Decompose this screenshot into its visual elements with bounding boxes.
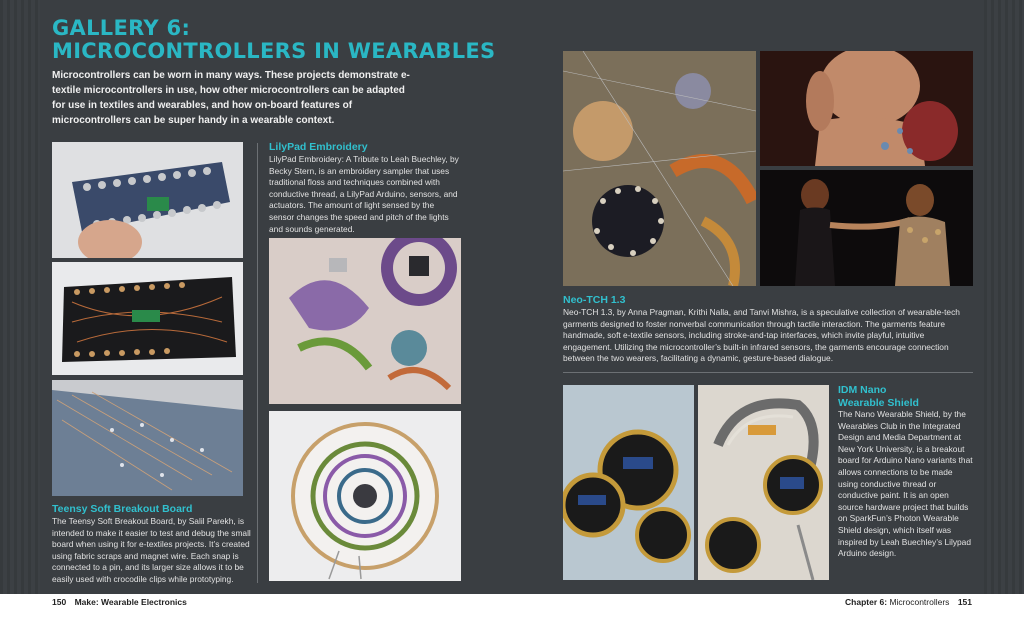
left-page-number: 150 [52, 597, 67, 607]
footer-right [845, 597, 972, 607]
section-divider [563, 372, 973, 373]
lilypad-caption: LilyPad Embroidery: A Tribute to Leah Buechley, by Becky Stern, is an embroidery sampler that uses traditional floss and techniques combined with conductive thread, a LilyPad Arduino, sensors, and actuators. The amount of light sensed by the sensor changes the speed and pitch of the lights and sounds generated. [269, 154, 459, 234]
neo-caption: Neo-TCH 1.3, by Anna Pragman, Krithi Nalla, and Tanvi Mishra, is a speculative collection of wearable-tech garments designed to foster nonverbal communication through tactile interaction. The garments feature handmade, soft e-textile sensors, including stroke-and-tap interfaces, which invite playful, intuitive engagement. Utilizing the microcontroller’s built-in infrared sensors, the garments encourage connection between the two wearers, facilitating a dynamic, gesture-based dialogue. [563, 307, 960, 364]
idm-heading-line-1: IDM Nano [838, 384, 887, 396]
lilypad-photo-hoop [269, 411, 461, 581]
teensy-caption: The Teensy Soft Breakout Board, by Salil Parekh, is intended to make it easier to test and debug the small board when using it for e-textiles projects. It’s created using fabric scraps and magnet wire. Each snap is connected to a pin, and its larger size allows it to be easily used with crocodile clips while prototyping. [52, 516, 251, 584]
idm-heading-line-2: Wearable Shield [838, 397, 919, 409]
teensy-heading: Teensy Soft Breakout Board [52, 503, 193, 515]
idm-photo-circuit [698, 385, 829, 580]
left-edge-pattern [0, 0, 40, 594]
idm-caption: The Nano Wearable Shield, by the Wearables Club in the Integrated Design and Media Department at New York University, is a breakout board for Arduino Nano variants that allows connections to be made using conductive thread or conductive paint. It is an open source hardware project that builds on SparkFun’s Photon Wearable Shield design, which itself was inspired by Leah Buechley’s Lilypad Arduino design. [838, 409, 973, 559]
neo-photo-dancers [760, 170, 973, 286]
neo-heading: Neo-TCH 1.3 [563, 294, 626, 306]
neo-photo-shoulder [760, 51, 973, 166]
column-divider [257, 143, 258, 583]
title-line-2: MICROCONTROLLERS IN WEARABLES [52, 39, 496, 63]
gallery-title [52, 17, 496, 63]
idm-photo-boards [563, 385, 694, 580]
intro-text: Microcontrollers can be worn in many ways. These projects demonstrate e-textile microcontrollers in use, how other microcontrollers can be adapted for use in textiles and wearables, and how on-board features of microcontrollers can be super handy in a wearable context. [52, 70, 410, 126]
lilypad-photo-embroidery [269, 238, 461, 404]
chapter-title: Microcontrollers [889, 597, 950, 607]
footer-left [52, 597, 187, 607]
teensy-photo-fabric [52, 380, 243, 496]
idm-heading [838, 384, 919, 410]
right-edge-pattern [984, 0, 1024, 594]
teensy-photo-back [52, 262, 243, 375]
title-line-1: GALLERY 6: [52, 16, 191, 40]
book-title: Make: Wearable Electronics [74, 597, 187, 607]
neo-photo-board [563, 51, 756, 286]
chapter-label: Chapter 6: [845, 597, 888, 607]
teensy-photo-hand [52, 142, 243, 258]
lilypad-heading: LilyPad Embroidery [269, 141, 368, 153]
right-page-number: 151 [957, 597, 972, 607]
